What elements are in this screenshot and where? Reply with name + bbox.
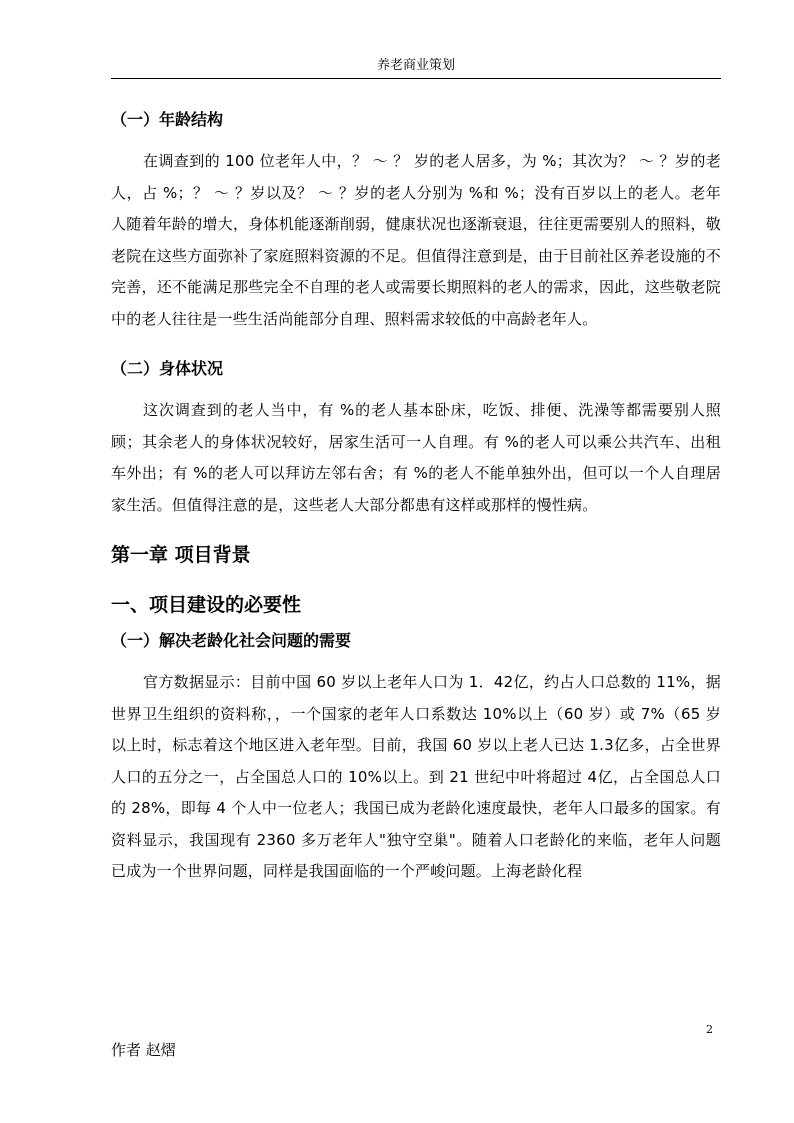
header-rule — [111, 78, 721, 79]
document-body — [111, 104, 721, 888]
paragraph-age-structure: 在调查到的 100 位老年人中，？ ～ ？ 岁的老人居多，为 %；其次为？ ～ ？岁的老人，占 %；？ ～ ？岁以及？ ～ ？岁的老人分别为 %和 %；没有百岁以上的老人。老年人随着年龄的增大，身体机能逐渐削弱，健康状况也逐渐衰退，往往更需要别人的照料，敬老院在这些方面弥补了家庭照料资源的不足。但值得注意到是，由于目前社区养老设施的不完善，还不能满足那些完全不自理的老人或需要长期照料的老人的需求，因此，这些敬老院中的老人往往是一些生活尚能部分自理、照料需求较低的中高龄老年人。 — [111, 152, 721, 328]
heading-age-structure: （一）年龄结构 — [111, 110, 224, 129]
spacer — [111, 571, 721, 589]
spacer — [111, 136, 721, 146]
chapter-heading: 第一章 项目背景 — [111, 544, 251, 566]
spacer — [111, 335, 721, 353]
footer-author: 作者 赵熠 — [111, 1041, 176, 1059]
spacer — [111, 385, 721, 395]
page-number: 2 — [706, 1023, 713, 1036]
running-header-title: 养老商业策划 — [376, 58, 455, 73]
paragraph-health-status: 这次调查到的老人当中，有 %的老人基本卧床，吃饭、排便、洗澡等都需要别人照顾；其余老人的身体状况较好，居家生活可一人自理。有 %的老人可以乘公共汽车、出租车外出；有 %的老人可以拜访左邻右舍；有 %的老人不能单独外出，但可以一个人自理居家生活。但值得注意的是，这些老人大部分都患有这样或那样的慢性病。 — [111, 401, 721, 514]
heading-aging-society: （一）解决老龄化社会问题的需要 — [111, 631, 352, 650]
spacer — [111, 657, 721, 667]
spacer — [111, 521, 721, 539]
subchapter-heading: 一、项目建设的必要性 — [111, 594, 302, 616]
heading-health-status: （二）身体状况 — [111, 359, 224, 378]
paragraph-aging-society: 官方数据显示：目前中国 60 岁以上老年人口为 1．42亿，约占人口总数的 11%，据世界卫生组织的资料称，，一个国家的老年人口系数达 10%以上（60 岁）或 7%（65 岁以上时，标志着这个地区进入老年型。目前，我国 60 岁以上老人已达 1.3亿多，占全世界人口的五分之一，占全国总人口的 10%以上。到 21 世纪中叶将超过 4亿，占全国总人口的 28%，即每 4 个人中一位老人；我国已成为老龄化速度最快，老年人口最多的国家。有资料显示，我国现有 2360 多万老年人"独守空巢"。随着人口老龄化的来临，老年人问题已成为一个世界问题，同样是我国面临的一个严峻问题。上海老龄化程 — [111, 673, 721, 880]
